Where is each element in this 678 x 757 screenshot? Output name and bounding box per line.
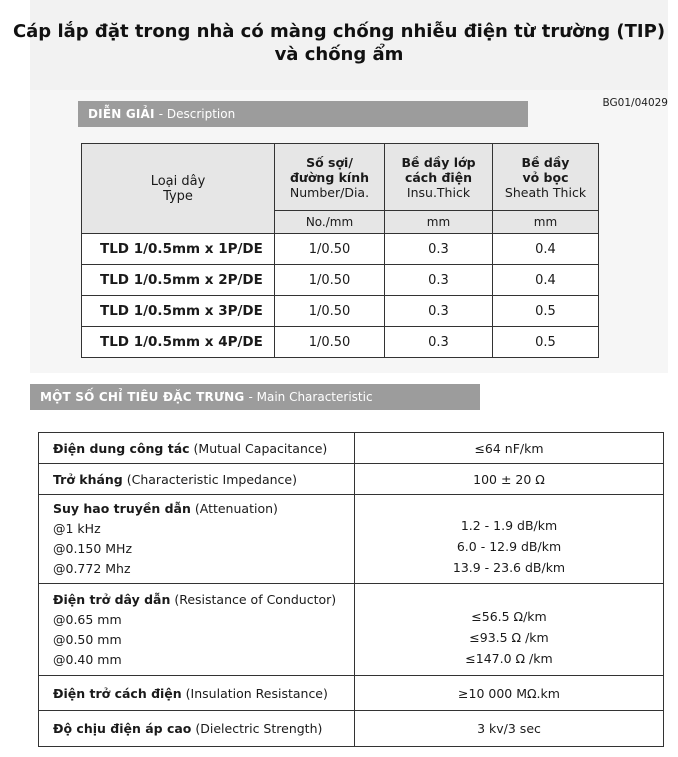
unit-insulation: mm [385,211,493,234]
cell-insulation: 0.3 [385,327,493,358]
resistance-values [355,584,664,676]
resistance-label-vn: Điện trở dây dẫn [53,591,171,607]
resistance-value: ≤93.5 Ω /km [469,630,549,645]
table-row [82,296,599,327]
impedance-label-en: (Characteristic Impedance) [126,471,297,487]
table-row [39,433,664,464]
table-row [39,495,664,584]
capacitance-label [39,433,355,464]
capacitance-label-vn: Điện dung công tác [53,440,190,456]
cell-number: 1/0.50 [275,327,385,358]
header-number-en: Number/Dia. [289,184,370,200]
header-insulation-vn2: cách điện [404,169,473,185]
cell-type: TLD 1/0.5mm x 2P/DE [82,265,275,296]
cell-sheath: 0.5 [493,296,599,327]
cell-insulation: 0.3 [385,296,493,327]
resistance-label-en: (Resistance of Conductor) [174,591,337,607]
insulation-label-en: (Insulation Resistance) [185,685,328,701]
header-number-vn2: đường kính [289,169,370,185]
header-number-vn1: Số sợi/ [306,154,353,170]
table-row [82,234,599,265]
cell-type: TLD 1/0.5mm x 4P/DE [82,327,275,358]
attenuation-label-en: (Attenuation) [194,501,278,516]
header-sheath [493,144,599,211]
cell-insulation: 0.3 [385,234,493,265]
description-heading-vn: DIỄN GIẢI [88,107,155,121]
resistance-size: @0.50 mm [53,631,122,647]
header-sheath-vn1: Bề dầy [521,154,570,170]
unit-number: No./mm [275,211,385,234]
unit-sheath: mm [493,211,599,234]
table-row [82,265,599,296]
description-section-header [78,101,528,127]
document-code: BG01/04029 [602,97,668,109]
dielectric-label-en: (Dielectric Strength) [195,721,323,736]
cell-sheath: 0.4 [493,234,599,265]
title-line-2: và chống ẩm [274,44,404,65]
table-row [39,711,664,747]
header-insulation-en: Insu.Thick [406,184,471,200]
capacitance-value: ≤64 nF/km [355,433,664,464]
insulation-label [39,676,355,711]
impedance-value: 100 ± 20 Ω [355,464,664,495]
resistance-size: @0.40 mm [53,651,122,667]
header-insulation-vn1: Bề dầy lớp [401,154,476,170]
attenuation-value: 13.9 - 23.6 dB/km [452,559,566,575]
header-sheath-en: Sheath Thick [504,184,587,200]
cell-sheath: 0.4 [493,265,599,296]
attenuation-freq: @0.772 Mhz [53,561,131,576]
cell-number: 1/0.50 [275,296,385,327]
attenuation-values [355,495,664,584]
description-header-row [82,144,599,211]
characteristics-section-header [30,384,480,410]
cell-number: 1/0.50 [275,234,385,265]
dielectric-label-vn: Độ chịu điện áp cao [53,721,192,736]
table-row [39,584,664,676]
cell-type: TLD 1/0.5mm x 1P/DE [82,234,275,265]
resistance-label [39,584,355,676]
header-type-vn: Loại dây [150,173,206,189]
resistance-size: @0.65 mm [53,611,122,627]
dielectric-value: 3 kv/3 sec [355,711,664,747]
header-number [275,144,385,211]
header-insulation [385,144,493,211]
impedance-label-vn: Trở kháng [53,471,123,487]
characteristics-heading-en: - Main Characteristic [248,390,373,404]
attenuation-label [39,495,355,584]
cell-insulation: 0.3 [385,265,493,296]
description-table [81,143,599,358]
table-row [39,676,664,711]
cell-number: 1/0.50 [275,265,385,296]
cell-sheath: 0.5 [493,327,599,358]
table-row [39,464,664,495]
dielectric-label [39,711,355,747]
cell-type: TLD 1/0.5mm x 3P/DE [82,296,275,327]
table-row [82,327,599,358]
header-sheath-vn2: vỏ bọc [522,169,569,185]
characteristics-heading-vn: MỘT SỐ CHỈ TIÊU ĐẶC TRƯNG [40,390,245,404]
description-heading-en: - Description [158,107,236,121]
capacitance-label-en: (Mutual Capacitance) [193,440,328,456]
attenuation-value: 1.2 - 1.9 dB/km [460,517,558,533]
page-title [0,20,678,66]
attenuation-freq: @1 kHz [53,521,101,536]
insulation-value: ≥10 000 MΩ.km [355,676,664,711]
characteristics-table [38,432,664,747]
resistance-value: ≤147.0 Ω /km [465,651,553,666]
header-type-en: Type [163,188,193,204]
header-type [82,144,275,234]
impedance-label [39,464,355,495]
insulation-label-vn: Điện trở cách điện [53,685,182,701]
title-line-1: Cáp lắp đặt trong nhà có màng chống nhiễu điện từ trường (TIP) [12,21,666,42]
attenuation-label-vn: Suy hao truyền dẫn [53,501,191,516]
resistance-value: ≤56.5 Ω/km [471,609,547,624]
attenuation-value: 6.0 - 12.9 dB/km [456,538,562,554]
attenuation-freq: @0.150 MHz [53,541,133,556]
